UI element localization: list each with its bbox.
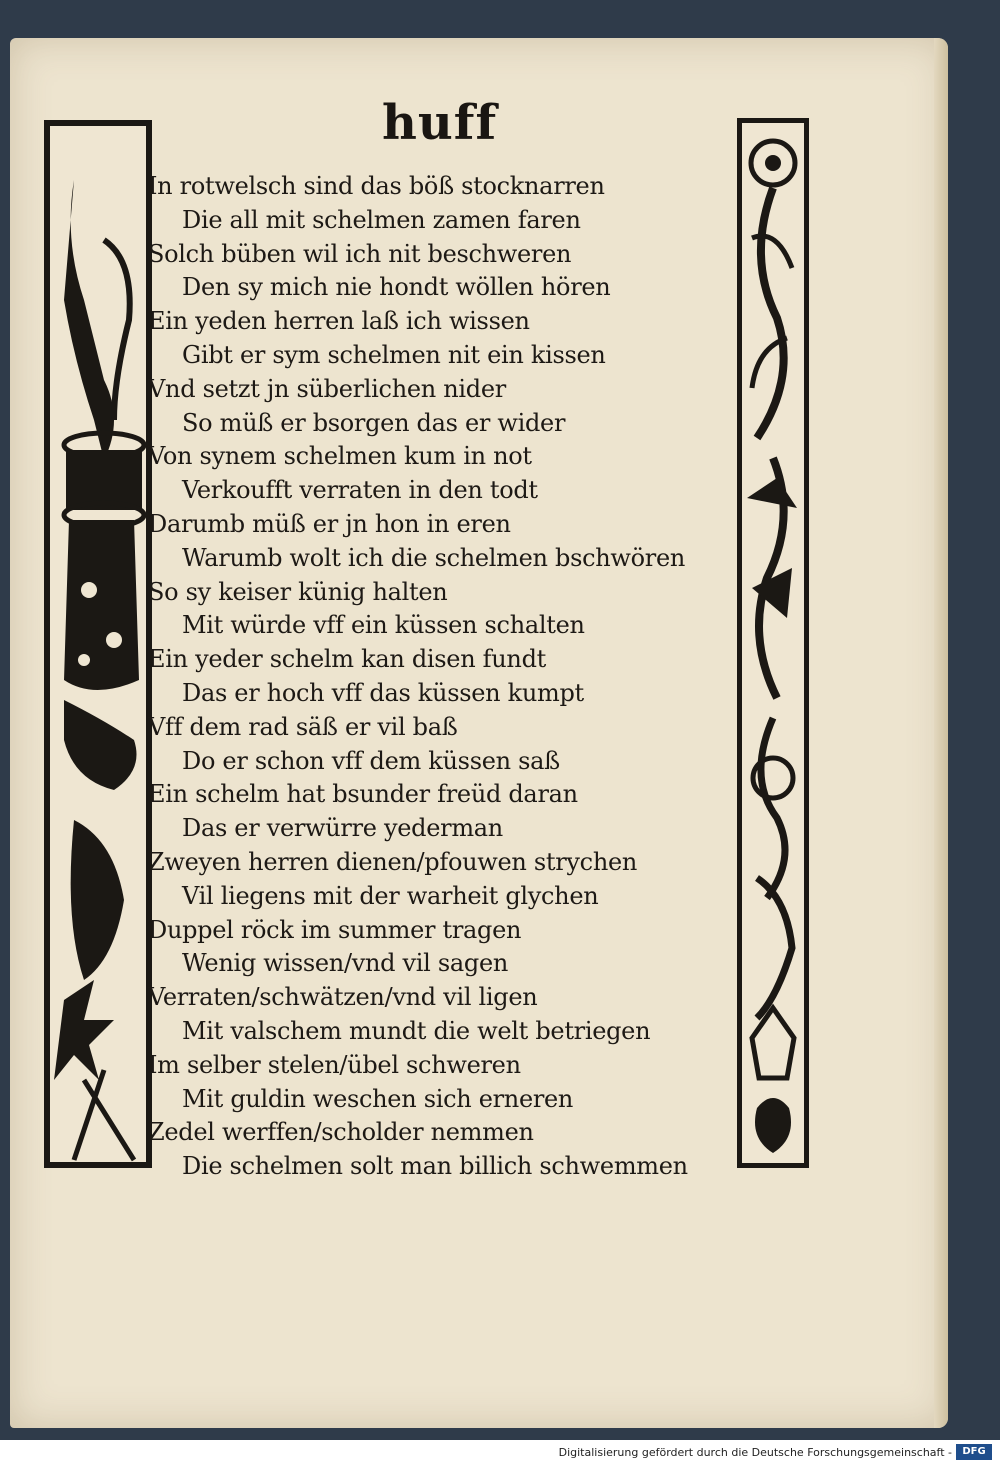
verse-line: Vil liegens mit der warheit glychen	[182, 881, 599, 910]
verse-line: Von synem schelmen kum in not	[148, 442, 532, 471]
verse-line: Vff dem rad säß er vil baß	[148, 712, 458, 741]
verse-line: Darumb müß er jn hon in eren	[148, 509, 511, 538]
dfg-logo: DFG	[956, 1444, 992, 1460]
verse-line: So sy keiser künig halten	[148, 577, 448, 606]
verse-line: Ein yeder schelm kan disen fundt	[148, 645, 546, 674]
verse-line: So müß er bsorgen das er wider	[182, 408, 566, 437]
verse-line: Zweyen herren dienen/pfouwen strychen	[148, 847, 638, 876]
verse-line: Duppel röck im summer tragen	[148, 915, 522, 944]
verse-line: Zedel werffen/scholder nemmen	[148, 1118, 534, 1147]
verse-line: Wenig wissen/vnd vil sagen	[182, 949, 509, 978]
verse-line: Das er hoch vff das küssen kumpt	[182, 678, 584, 707]
verse-line: Solch büben wil ich nit beschweren	[148, 239, 572, 268]
verse-line: Gibt er sym schelmen nit ein kissen	[182, 340, 606, 369]
verse-line: Do er schon vff dem küssen saß	[182, 746, 560, 775]
verse-line: Verkoufft verraten in den todt	[182, 476, 538, 505]
verse-line: Warumb wolt ich die schelmen bschwören	[182, 543, 686, 572]
verse-line: Das er verwürre yederman	[182, 814, 503, 843]
verse-line: Ein yeden herren laß ich wissen	[148, 307, 530, 336]
verse-line: Im selber stelen/übel schweren	[148, 1050, 521, 1079]
verse-line: Mit guldin weschen sich erneren	[182, 1084, 574, 1113]
verse-block	[148, 170, 748, 1184]
verse-line: Ein schelm hat bsunder freüd daran	[148, 780, 578, 809]
verse-line: Die all mit schelmen zamen faren	[182, 205, 581, 234]
funding-credit: Digitalisierung gefördert durch die Deutsche Forschungsgemeinschaft -	[558, 1446, 952, 1459]
verse-line: Verraten/schwätzen/vnd vil ligen	[148, 983, 538, 1012]
verse-line: In rotwelsch sind das böß stocknarren	[148, 172, 605, 200]
verse-line: Mit valschem mundt die welt betriegen	[182, 1016, 651, 1045]
page-edge	[934, 38, 948, 1428]
verse-line: Den sy mich nie hondt wöllen hören	[182, 273, 611, 302]
woodcut-border-left	[44, 120, 152, 1168]
verse-line: Vnd setzt jn süberlichen nider	[148, 374, 506, 403]
running-header: huff	[382, 95, 498, 151]
verse-line: Die schelmen solt man billich schwemmen	[182, 1152, 688, 1181]
verse-line: Mit würde vff ein küssen schalten	[182, 611, 585, 640]
woodcut-figure-illustration	[44, 120, 152, 1168]
